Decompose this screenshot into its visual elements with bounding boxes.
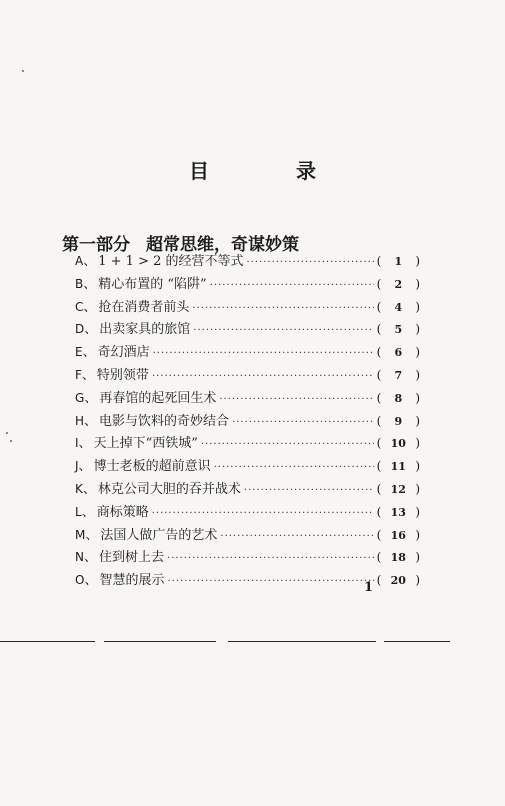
bottom-rule: [104, 641, 216, 642]
entry-title: 法国人做广告的艺术: [100, 527, 218, 543]
entry-page-number: 1: [394, 255, 403, 268]
close-paren: ): [415, 390, 420, 405]
entry-separator: 、: [85, 527, 99, 543]
entry-page-number: 6: [394, 346, 403, 360]
entry-leader-dots: [192, 298, 373, 321]
toc-entry: [75, 478, 420, 501]
entry-leader-dots: [167, 571, 373, 594]
toc-entry: [75, 432, 420, 455]
open-paren: (: [376, 276, 382, 291]
entry-title: 电影与饮料的奇妙结合: [99, 413, 230, 429]
toc-entry: [75, 524, 420, 547]
entry-leader-dots: [219, 389, 373, 412]
entry-letter: G: [75, 390, 85, 405]
close-paren: ): [415, 254, 420, 268]
open-paren: (: [376, 481, 382, 496]
open-paren: (: [376, 436, 382, 451]
entry-page-number: 16: [390, 528, 406, 542]
toc-entry: [75, 387, 420, 410]
close-paren: ): [415, 322, 420, 337]
close-paren: ): [415, 573, 420, 588]
entry-separator: 、: [82, 481, 96, 497]
entry-leader-dots: [193, 320, 373, 343]
part-label: 第一部分: [62, 235, 130, 255]
entry-leader-dots: [247, 252, 374, 275]
entry-leader-dots: [232, 412, 374, 435]
entry-letter: F: [75, 367, 82, 382]
close-paren: ): [415, 504, 420, 519]
open-paren: (: [376, 459, 382, 474]
entry-leader-dots: [210, 275, 374, 298]
toc-entry: [75, 410, 420, 433]
entry-separator: 、: [84, 390, 98, 406]
entry-leader-dots: [244, 480, 374, 503]
entry-title: 林克公司大胆的吞并战术: [97, 481, 241, 497]
entry-title: 再春馆的起死回生术: [99, 390, 217, 406]
open-paren: (: [376, 322, 382, 337]
open-paren: (: [376, 299, 382, 314]
entry-letter: N: [75, 550, 84, 565]
toc-entry: [75, 250, 420, 273]
close-paren: ): [415, 527, 420, 542]
entry-page-number: 13: [390, 505, 406, 519]
entry-title: 智慧的展示: [99, 573, 165, 589]
toc-entry: [75, 341, 420, 364]
open-paren: (: [376, 504, 382, 519]
entry-title: 奇幻酒店: [97, 345, 150, 361]
toc-entry: [75, 364, 420, 387]
entry-letter: L: [75, 504, 82, 519]
close-paren: ): [415, 276, 420, 291]
entry-letter: O: [75, 573, 85, 588]
entry-title: 住到树上去: [99, 550, 165, 566]
entry-page-number: 5: [394, 323, 403, 337]
toc-entry: [75, 455, 420, 478]
entry-letter: J: [75, 459, 79, 474]
entry-letter: C: [75, 299, 84, 314]
open-paren: (: [376, 390, 382, 405]
entry-page-number: 4: [394, 300, 403, 314]
toc-entry: [75, 318, 420, 341]
bottom-rule: [228, 641, 308, 642]
bottom-rule: [0, 641, 95, 642]
entry-title: 博士老板的超前意识: [93, 459, 211, 475]
entry-letter: I: [75, 436, 79, 451]
toc-entry: [75, 296, 420, 319]
entry-separator: 、: [84, 322, 98, 338]
toc-entry: [75, 546, 420, 569]
entry-page-number: 12: [390, 482, 406, 496]
bottom-rule: [384, 641, 450, 642]
entry-page-number: 10: [390, 437, 406, 451]
open-paren: (: [376, 345, 382, 360]
bottom-rule: [306, 641, 376, 642]
entry-page-number: 2: [394, 277, 403, 291]
open-paren: (: [376, 550, 382, 565]
close-paren: ): [415, 436, 420, 451]
entry-page-number: 8: [394, 391, 403, 405]
close-paren: ): [415, 413, 420, 428]
scan-speck: [6, 432, 8, 434]
page-title: 目 录: [189, 159, 356, 183]
entry-title: 特别领带: [96, 367, 149, 383]
entry-separator: 、: [78, 436, 92, 452]
open-paren: (: [376, 413, 382, 428]
open-paren: (: [376, 527, 382, 542]
entry-leader-dots: [152, 366, 374, 389]
entry-separator: 、: [84, 413, 98, 429]
entry-letter: M: [75, 527, 86, 542]
entry-separator: 、: [83, 276, 97, 292]
entry-page-number: 7: [394, 368, 403, 382]
entry-title: 抢在消费者前头: [98, 299, 190, 315]
entry-title: 商标策略: [96, 504, 149, 520]
page-number: 1: [364, 580, 374, 595]
toc-list: [75, 250, 420, 592]
scan-speck: [22, 70, 24, 72]
entry-letter: A: [75, 254, 84, 268]
entry-separator: 、: [82, 345, 96, 361]
toc-entry: [75, 273, 420, 296]
entry-separator: 、: [81, 504, 95, 520]
entry-letter: E: [75, 345, 83, 360]
entry-leader-dots: [214, 457, 374, 480]
open-paren: (: [376, 254, 382, 268]
entry-page-number: 18: [390, 551, 406, 565]
part-subtitle: 超常思维，奇谋妙策: [146, 235, 299, 255]
entry-page-number: 9: [394, 414, 403, 428]
entry-separator: 、: [78, 459, 92, 475]
entry-title: 天上掉下“西铁城”: [93, 436, 198, 452]
close-paren: ): [415, 550, 420, 565]
entry-title: 出卖家具的旅馆: [99, 322, 191, 338]
entry-title: 1 + 1 > 2 的经营不等式: [98, 254, 244, 269]
entry-page-number: 20: [390, 574, 406, 588]
entry-leader-dots: [201, 434, 374, 457]
close-paren: ): [415, 481, 420, 496]
close-paren: ): [415, 345, 420, 360]
open-paren: (: [376, 573, 382, 588]
toc-entry: [75, 501, 420, 524]
open-paren: (: [376, 367, 382, 382]
close-paren: ): [415, 367, 420, 382]
scan-speck: [10, 440, 12, 442]
entry-separator: 、: [81, 367, 95, 383]
close-paren: ): [415, 299, 420, 314]
entry-separator: 、: [83, 550, 97, 566]
entry-title: 精心布置的 “陷阱”: [98, 276, 207, 292]
entry-page-number: 11: [390, 460, 406, 474]
entry-leader-dots: [153, 343, 374, 366]
entry-letter: D: [75, 322, 85, 337]
entry-leader-dots: [220, 526, 373, 549]
entry-letter: H: [75, 413, 85, 428]
entry-leader-dots: [167, 548, 374, 571]
entry-separator: 、: [84, 573, 98, 589]
close-paren: ): [415, 459, 420, 474]
entry-letter: B: [75, 276, 84, 291]
entry-separator: 、: [83, 254, 97, 269]
entry-letter: K: [75, 481, 83, 496]
entry-leader-dots: [152, 503, 374, 526]
entry-separator: 、: [83, 299, 97, 315]
